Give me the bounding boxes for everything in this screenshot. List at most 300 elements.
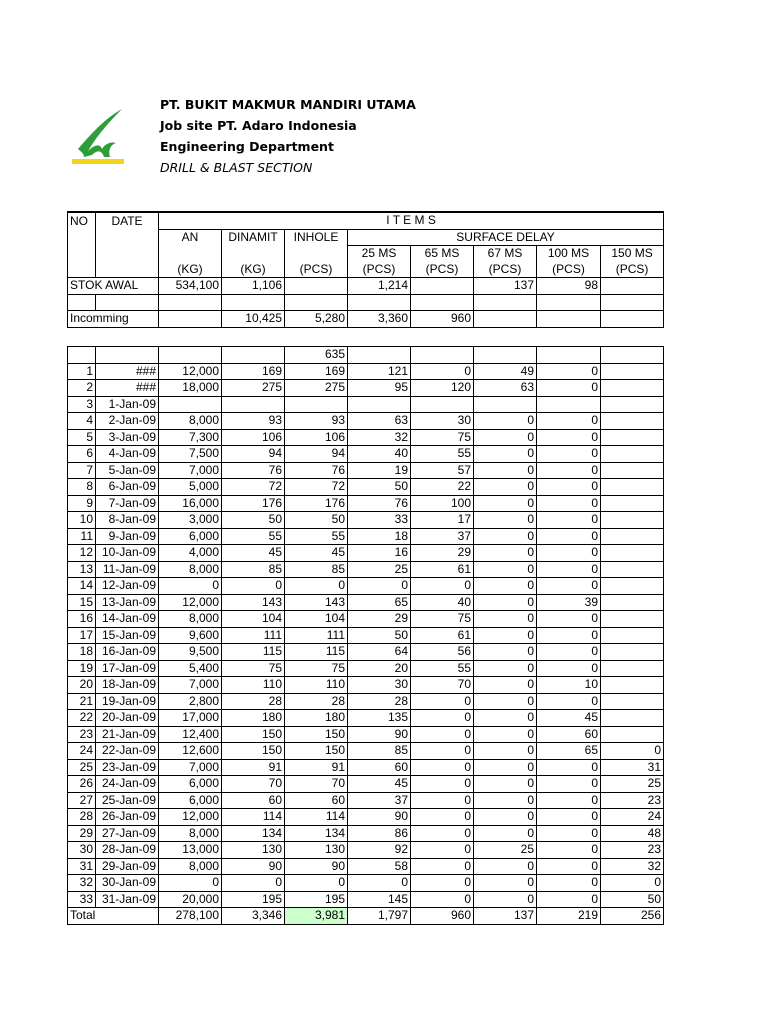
cell-ms150: [601, 380, 664, 397]
cell-ms65: 0: [411, 842, 474, 859]
cell-ms67: 0: [474, 446, 537, 463]
cell-ms67: 0: [474, 561, 537, 578]
cell-date: 20-Jan-09: [96, 710, 159, 727]
cell-ms100: 0: [537, 891, 601, 908]
cell-inhole: 90: [285, 858, 348, 875]
cell-inhole: 115: [285, 644, 348, 661]
stok-awal-row: [68, 278, 664, 295]
cell-an: 0: [159, 578, 222, 595]
table-row: [68, 726, 664, 743]
cell-no: 21: [68, 693, 96, 710]
cell-no: 9: [68, 495, 96, 512]
table-row: [68, 413, 664, 430]
cell-ms100: 39: [537, 594, 601, 611]
cell-ms100: 0: [537, 759, 601, 776]
total-inhole: 3,981: [285, 908, 348, 925]
cell-inhole: 75: [285, 660, 348, 677]
cell-ms100: 0: [537, 858, 601, 875]
cell-an: 12,000: [159, 363, 222, 380]
table-row: [68, 825, 664, 842]
unit-65ms: (PCS): [411, 262, 474, 278]
cell-dinamit: 176: [222, 495, 285, 512]
incomming-row: [68, 311, 664, 328]
cell-no: 18: [68, 644, 96, 661]
cell-dinamit: 275: [222, 380, 285, 397]
cell-ms65: 100: [411, 495, 474, 512]
cell-date: 23-Jan-09: [96, 759, 159, 776]
cell-ms25: 16: [348, 545, 411, 562]
stok-awal-an: 534,100: [159, 278, 222, 295]
cell-an: 7,000: [159, 462, 222, 479]
cell-ms150: 31: [601, 759, 664, 776]
cell-ms67: 0: [474, 759, 537, 776]
cell-ms65: 29: [411, 545, 474, 562]
unit-inhole: (PCS): [285, 262, 348, 278]
cell-date: 30-Jan-09: [96, 875, 159, 892]
cell-ms67: 0: [474, 776, 537, 793]
cell-ms65: 120: [411, 380, 474, 397]
cell-dinamit: 60: [222, 792, 285, 809]
table-row: [68, 776, 664, 793]
incomming-67ms: [474, 311, 537, 328]
cell-date: 12-Jan-09: [96, 578, 159, 595]
col-surface-delay-header: SURFACE DELAY: [348, 229, 664, 246]
table-row: [68, 858, 664, 875]
total-67ms: 137: [474, 908, 537, 925]
cell-ms67: 0: [474, 710, 537, 727]
table-row: [68, 479, 664, 496]
unit-100ms: (PCS): [537, 262, 601, 278]
cell-ms65: 0: [411, 710, 474, 727]
cell-dinamit: 150: [222, 743, 285, 760]
table-row: [68, 627, 664, 644]
table-row: [68, 677, 664, 694]
cell-dinamit: 85: [222, 561, 285, 578]
incomming-label: Incomming: [68, 311, 96, 328]
stok-awal-label: STOK AWAL: [68, 278, 96, 295]
cell-ms150: 23: [601, 792, 664, 809]
table-row: [68, 842, 664, 859]
cell-no: 31: [68, 858, 96, 875]
cell-ms25: 28: [348, 693, 411, 710]
cell-dinamit: 106: [222, 429, 285, 446]
table-row: [68, 743, 664, 760]
cell-dinamit: 114: [222, 809, 285, 826]
cell-ms150: [601, 611, 664, 628]
cell-ms100: 0: [537, 825, 601, 842]
cell-no: 28: [68, 809, 96, 826]
cell-inhole: 0: [285, 578, 348, 595]
cell-ms150: [601, 644, 664, 661]
cell-inhole: [285, 396, 348, 413]
cell-ms100: 0: [537, 776, 601, 793]
stok-awal-100ms: 98: [537, 278, 601, 295]
logo-swoosh: [78, 109, 122, 157]
cell-ms67: 0: [474, 858, 537, 875]
cell-no: 30: [68, 842, 96, 859]
cell-inhole: 70: [285, 776, 348, 793]
cell-ms150: 48: [601, 825, 664, 842]
cell-ms100: 0: [537, 528, 601, 545]
cell-ms100: 0: [537, 578, 601, 595]
cell-dinamit: 72: [222, 479, 285, 496]
incomming-inhole: 5,280: [285, 311, 348, 328]
cell-no: 7: [68, 462, 96, 479]
cell-inhole: 85: [285, 561, 348, 578]
table-row: [68, 891, 664, 908]
cell-ms65: 0: [411, 891, 474, 908]
cell-inhole: 94: [285, 446, 348, 463]
cell-ms65: 0: [411, 776, 474, 793]
cell-ms25: 60: [348, 759, 411, 776]
cell-inhole: 195: [285, 891, 348, 908]
cell-inhole: 76: [285, 462, 348, 479]
cell-ms100: 0: [537, 792, 601, 809]
cell-inhole: 72: [285, 479, 348, 496]
cell-dinamit: 143: [222, 594, 285, 611]
cell-date: 31-Jan-09: [96, 891, 159, 908]
cell-ms65: 55: [411, 660, 474, 677]
cell-ms25: 50: [348, 627, 411, 644]
cell-ms65: 0: [411, 578, 474, 595]
section-name: DRILL & BLAST SECTION: [160, 160, 313, 175]
table-row: [68, 561, 664, 578]
cell-inhole: 110: [285, 677, 348, 694]
cell-ms67: 0: [474, 726, 537, 743]
cell-no: 12: [68, 545, 96, 562]
cell-an: [159, 396, 222, 413]
cell-inhole: 130: [285, 842, 348, 859]
cell-an: 9,500: [159, 644, 222, 661]
cell-an: 12,000: [159, 809, 222, 826]
cell-ms65: 61: [411, 627, 474, 644]
cell-date: ###: [96, 380, 159, 397]
incomming-100ms: [537, 311, 601, 328]
stok-awal-inhole: [285, 278, 348, 295]
cell-ms65: 55: [411, 446, 474, 463]
cell-an: 12,400: [159, 726, 222, 743]
cell-inhole: 28: [285, 693, 348, 710]
cell-ms150: [601, 462, 664, 479]
cell-no: 32: [68, 875, 96, 892]
cell-ms150: [601, 693, 664, 710]
cell-no: 19: [68, 660, 96, 677]
total-label: Total: [68, 908, 96, 925]
cell-ms25: 32: [348, 429, 411, 446]
cell-dinamit: 93: [222, 413, 285, 430]
cell-dinamit: 45: [222, 545, 285, 562]
cell-ms25: 18: [348, 528, 411, 545]
cell-date: 25-Jan-09: [96, 792, 159, 809]
cell-an: 16,000: [159, 495, 222, 512]
cell-no: 20: [68, 677, 96, 694]
cell-ms65: 40: [411, 594, 474, 611]
cell-an: 17,000: [159, 710, 222, 727]
cell-an: 7,500: [159, 446, 222, 463]
cell-ms67: [474, 396, 537, 413]
cell-an: 0: [159, 875, 222, 892]
cell-no: 6: [68, 446, 96, 463]
cell-dinamit: 195: [222, 891, 285, 908]
cell-date: 9-Jan-09: [96, 528, 159, 545]
table-row: [68, 380, 664, 397]
cell-ms65: 0: [411, 726, 474, 743]
cell-inhole: 104: [285, 611, 348, 628]
cell-ms150: [601, 446, 664, 463]
cell-ms25: 25: [348, 561, 411, 578]
table-row: [68, 644, 664, 661]
cell-ms67: 0: [474, 677, 537, 694]
cell-ms67: 63: [474, 380, 537, 397]
cell-date: 26-Jan-09: [96, 809, 159, 826]
cell-ms65: [411, 396, 474, 413]
cell-ms67: 49: [474, 363, 537, 380]
cell-ms100: 60: [537, 726, 601, 743]
table-row: [68, 429, 664, 446]
cell-dinamit: 180: [222, 710, 285, 727]
cell-ms150: [601, 396, 664, 413]
cell-inhole: 91: [285, 759, 348, 776]
cell-ms65: 75: [411, 611, 474, 628]
cell-inhole: 134: [285, 825, 348, 842]
cell-inhole: 169: [285, 363, 348, 380]
cell-date: 21-Jan-09: [96, 726, 159, 743]
cell-dinamit: 150: [222, 726, 285, 743]
cell-ms100: 0: [537, 545, 601, 562]
cell-date: 29-Jan-09: [96, 858, 159, 875]
cell-dinamit: [222, 396, 285, 413]
cell-ms100: 45: [537, 710, 601, 727]
cell-ms65: 0: [411, 858, 474, 875]
cell-ms150: [601, 561, 664, 578]
cell-no: 10: [68, 512, 96, 529]
cell-ms150: [601, 710, 664, 727]
cell-ms25: 65: [348, 594, 411, 611]
cell-no: 26: [68, 776, 96, 793]
cell-ms100: 0: [537, 809, 601, 826]
unit-150ms: (PCS): [601, 262, 664, 278]
cell-inhole: 45: [285, 545, 348, 562]
cell-ms65: 70: [411, 677, 474, 694]
cell-date: 6-Jan-09: [96, 479, 159, 496]
cell-ms25: 20: [348, 660, 411, 677]
cell-an: 5,000: [159, 479, 222, 496]
cell-ms25: 19: [348, 462, 411, 479]
cell-ms65: 0: [411, 809, 474, 826]
table-row: [68, 792, 664, 809]
cell-no: 25: [68, 759, 96, 776]
cell-ms100: 0: [537, 446, 601, 463]
department-name: Engineering Department: [160, 139, 334, 154]
total-65ms: 960: [411, 908, 474, 925]
unit-an: (KG): [159, 262, 222, 278]
cell-ms65: 0: [411, 363, 474, 380]
cell-ms25: 58: [348, 858, 411, 875]
cell-ms150: [601, 594, 664, 611]
cell-no: 8: [68, 479, 96, 496]
cell-no: 4: [68, 413, 96, 430]
cell-ms25: 63: [348, 413, 411, 430]
cell-date: 27-Jan-09: [96, 825, 159, 842]
cell-ms150: [601, 512, 664, 529]
cell-ms150: 50: [601, 891, 664, 908]
cell-ms100: 0: [537, 611, 601, 628]
col-67ms-header: 67 MS: [474, 246, 537, 262]
cell-ms67: 0: [474, 809, 537, 826]
cell-date: 4-Jan-09: [96, 446, 159, 463]
cell-ms100: 0: [537, 479, 601, 496]
cell-date: 28-Jan-09: [96, 842, 159, 859]
company-logo: [70, 105, 130, 167]
col-date-header: DATE: [96, 212, 159, 229]
cell-an: 8,000: [159, 561, 222, 578]
cell-dinamit: 130: [222, 842, 285, 859]
cell-dinamit: 169: [222, 363, 285, 380]
cell-an: 6,000: [159, 792, 222, 809]
cell-no: 27: [68, 792, 96, 809]
cell-date: 2-Jan-09: [96, 413, 159, 430]
cell-ms67: 0: [474, 528, 537, 545]
cell-an: 18,000: [159, 380, 222, 397]
cell-ms100: 0: [537, 363, 601, 380]
cell-dinamit: 0: [222, 875, 285, 892]
cell-date: 17-Jan-09: [96, 660, 159, 677]
cell-inhole: 106: [285, 429, 348, 446]
cell-inhole: 180: [285, 710, 348, 727]
cell-inhole: 150: [285, 726, 348, 743]
cell-ms65: 37: [411, 528, 474, 545]
cell-ms67: 0: [474, 462, 537, 479]
cell-dinamit: 134: [222, 825, 285, 842]
cell-ms67: 0: [474, 825, 537, 842]
cell-ms150: 0: [601, 743, 664, 760]
cell-dinamit: 115: [222, 644, 285, 661]
col-items-header: I T E M S: [159, 212, 664, 229]
col-dinamit-header: DINAMIT: [222, 229, 285, 246]
cell-ms65: 17: [411, 512, 474, 529]
cell-ms67: 0: [474, 644, 537, 661]
table-row: [68, 528, 664, 545]
cell-ms65: 75: [411, 429, 474, 446]
table-row: [68, 611, 664, 628]
cell-ms150: [601, 413, 664, 430]
cell-ms25: 76: [348, 495, 411, 512]
cell-ms100: 0: [537, 875, 601, 892]
cell-ms100: 0: [537, 495, 601, 512]
table-row: [68, 363, 664, 380]
cell-ms67: 0: [474, 594, 537, 611]
cell-an: 3,000: [159, 512, 222, 529]
table-row: [68, 809, 664, 826]
cell-date: 7-Jan-09: [96, 495, 159, 512]
cell-ms65: 57: [411, 462, 474, 479]
cell-inhole: 114: [285, 809, 348, 826]
cell-dinamit: 28: [222, 693, 285, 710]
col-150ms-header: 150 MS: [601, 246, 664, 262]
cell-ms25: 40: [348, 446, 411, 463]
cell-an: 9,600: [159, 627, 222, 644]
table-row: [68, 660, 664, 677]
incomming-an: [159, 311, 222, 328]
cell-ms25: 0: [348, 875, 411, 892]
cell-ms150: [601, 726, 664, 743]
cell-ms100: 0: [537, 462, 601, 479]
cell-ms65: 0: [411, 693, 474, 710]
table-row: [68, 594, 664, 611]
stok-awal-65ms: [411, 278, 474, 295]
stok-awal-67ms: 137: [474, 278, 537, 295]
cell-ms67: 0: [474, 611, 537, 628]
cell-no: 33: [68, 891, 96, 908]
incomming-150ms: [601, 311, 664, 328]
cell-an: 7,300: [159, 429, 222, 446]
cell-dinamit: 110: [222, 677, 285, 694]
cell-no: 13: [68, 561, 96, 578]
cell-ms67: 0: [474, 512, 537, 529]
cell-an: 7,000: [159, 759, 222, 776]
cell-an: 8,000: [159, 858, 222, 875]
cell-ms25: 85: [348, 743, 411, 760]
cell-ms65: 0: [411, 759, 474, 776]
cell-date: 13-Jan-09: [96, 594, 159, 611]
cell-ms150: 25: [601, 776, 664, 793]
carry-inhole: 635: [285, 347, 348, 364]
cell-ms25: 135: [348, 710, 411, 727]
cell-date: 14-Jan-09: [96, 611, 159, 628]
cell-ms150: [601, 627, 664, 644]
col-inhole-header: INHOLE: [285, 229, 348, 246]
cell-dinamit: 111: [222, 627, 285, 644]
cell-date: 8-Jan-09: [96, 512, 159, 529]
incomming-65ms: 960: [411, 311, 474, 328]
table-row: [68, 875, 664, 892]
stok-awal-150ms: [601, 278, 664, 295]
unit-67ms: (PCS): [474, 262, 537, 278]
cell-ms65: 0: [411, 743, 474, 760]
cell-inhole: 93: [285, 413, 348, 430]
cell-date: 24-Jan-09: [96, 776, 159, 793]
cell-ms25: 64: [348, 644, 411, 661]
cell-ms25: 92: [348, 842, 411, 859]
cell-an: 6,000: [159, 776, 222, 793]
cell-ms25: 86: [348, 825, 411, 842]
cell-ms67: 0: [474, 545, 537, 562]
cell-ms67: 0: [474, 479, 537, 496]
cell-inhole: 60: [285, 792, 348, 809]
cell-ms65: 22: [411, 479, 474, 496]
daily-usage-table: [67, 346, 664, 925]
cell-inhole: 50: [285, 512, 348, 529]
cell-ms25: 121: [348, 363, 411, 380]
cell-no: 1: [68, 363, 96, 380]
cell-ms25: 37: [348, 792, 411, 809]
cell-an: 8,000: [159, 413, 222, 430]
cell-ms150: [601, 495, 664, 512]
cell-ms67: 25: [474, 842, 537, 859]
col-no-header: NO: [68, 212, 96, 229]
cell-dinamit: 0: [222, 578, 285, 595]
cell-ms67: 0: [474, 429, 537, 446]
table-row: [68, 446, 664, 463]
cell-an: 13,000: [159, 842, 222, 859]
cell-ms25: 90: [348, 726, 411, 743]
cell-dinamit: 50: [222, 512, 285, 529]
cell-inhole: 275: [285, 380, 348, 397]
stock-header-table: [67, 211, 664, 328]
cell-ms67: 0: [474, 792, 537, 809]
cell-an: 12,600: [159, 743, 222, 760]
cell-date: 3-Jan-09: [96, 429, 159, 446]
